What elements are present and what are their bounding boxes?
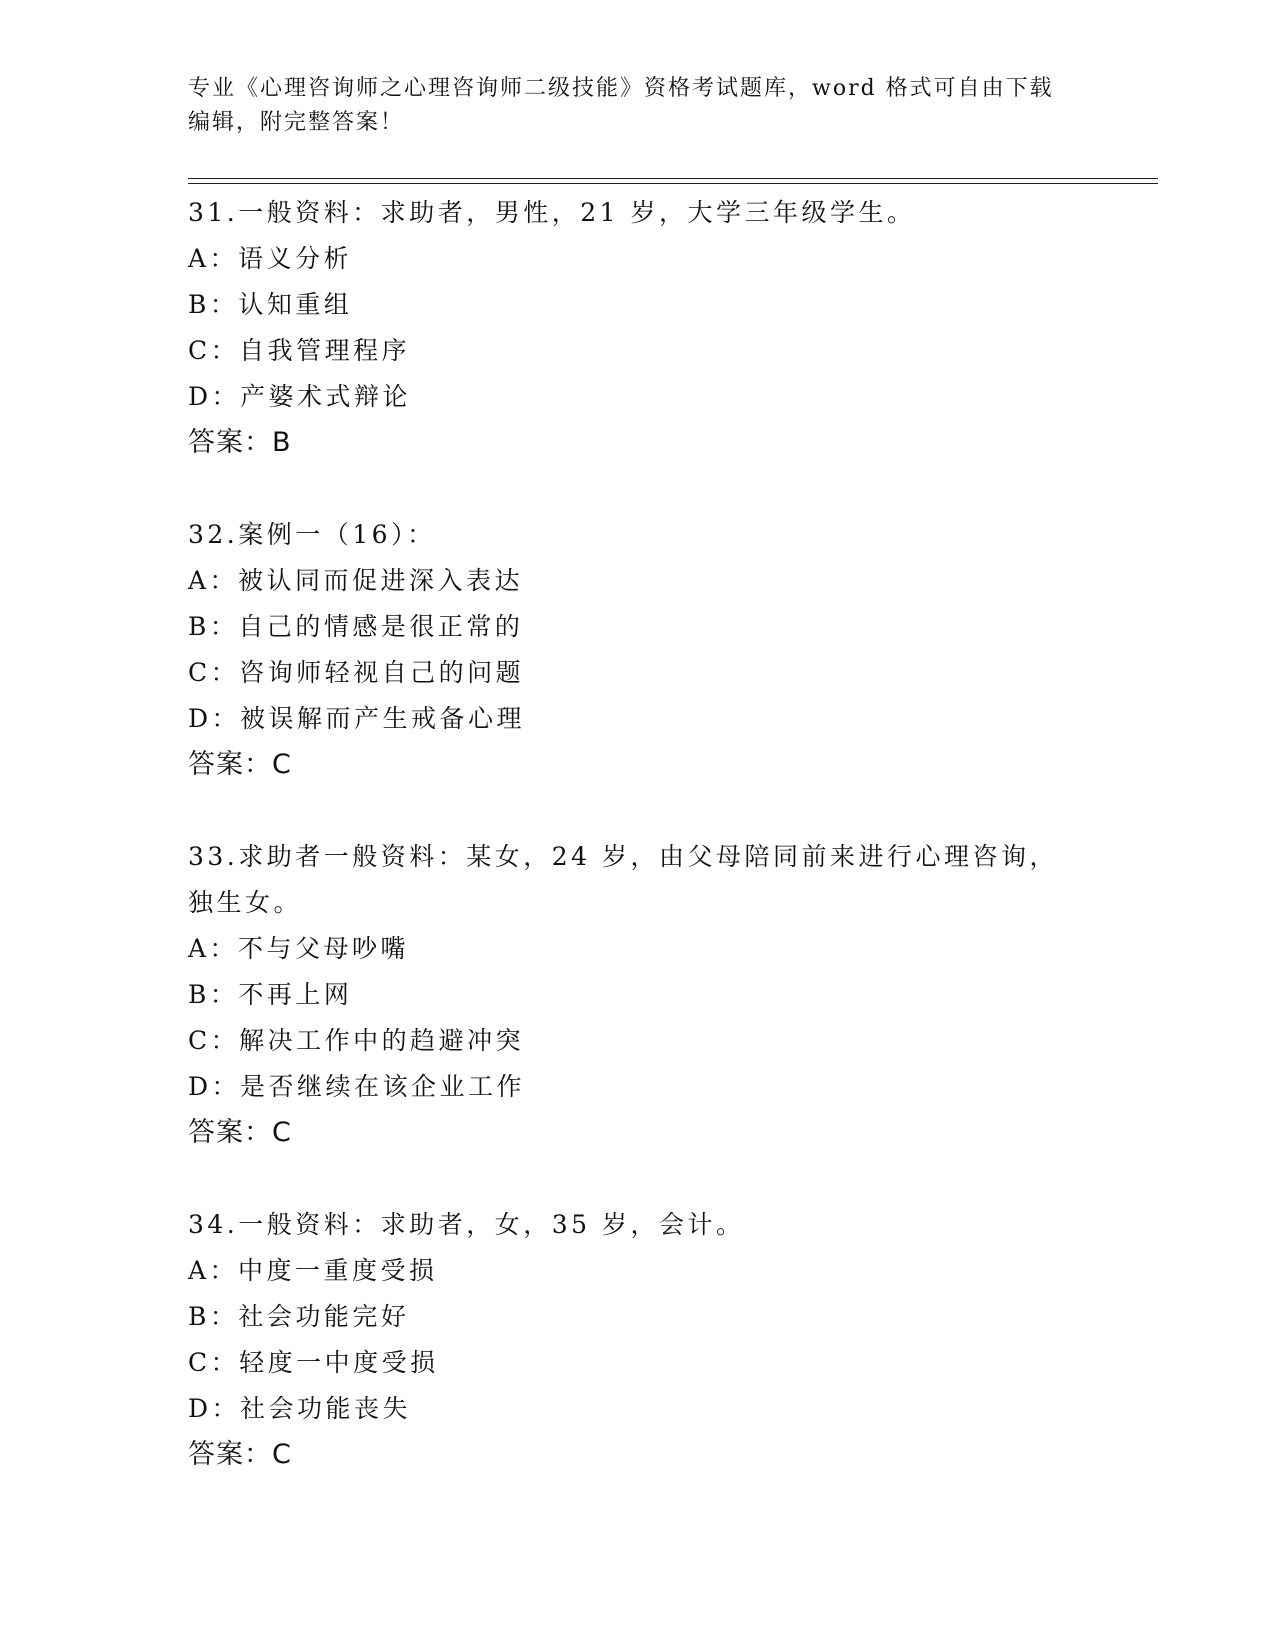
option-d: D：是否继续在该企业工作	[188, 1072, 526, 1101]
option-d: D：社会功能丧失	[188, 1394, 412, 1423]
answer-line: 答案：C	[188, 1439, 292, 1470]
option-b: B：社会功能完好	[188, 1302, 410, 1331]
question-list	[188, 190, 1088, 1524]
header-line-1: 专业《心理咨询师之心理咨询师二级技能》资格考试题库，word 格式可自由下载	[188, 76, 1054, 101]
answer-line: 答案：C	[188, 1117, 292, 1148]
option-b: B：认知重组	[188, 290, 353, 319]
question-34	[188, 1202, 1088, 1478]
header-line-2: 编辑，附完整答案！	[188, 110, 405, 135]
option-c: C：咨询师轻视自己的问题	[188, 658, 525, 687]
document-header	[188, 72, 1088, 140]
answer-line: 答案：C	[188, 749, 292, 780]
option-a: A：被认同而促进深入表达	[188, 566, 524, 595]
option-b: B：自己的情感是很正常的	[188, 612, 524, 641]
option-d: D：被误解而产生戒备心理	[188, 704, 526, 733]
header-divider-bottom	[188, 183, 1158, 184]
question-stem: 34.一般资料：求助者，女，35 岁，会计。	[188, 1210, 745, 1239]
option-b: B：不再上网	[188, 980, 353, 1009]
option-c: C：解决工作中的趋避冲突	[188, 1026, 525, 1055]
question-stem: 32.案例一（16）：	[188, 520, 436, 549]
question-31	[188, 190, 1088, 466]
option-a: A：中度一重度受损	[188, 1256, 438, 1285]
header-divider-top	[188, 178, 1158, 179]
option-c: C：自我管理程序	[188, 336, 411, 365]
question-32	[188, 512, 1088, 788]
option-c: C：轻度一中度受损	[188, 1348, 439, 1377]
question-stem: 33.求助者一般资料：某女，24 岁，由父母陪同前来进行心理咨询，独生女。	[188, 842, 1059, 917]
option-a: A：不与父母吵嘴	[188, 934, 410, 963]
question-stem: 31.一般资料：求助者，男性，21 岁，大学三年级学生。	[188, 198, 916, 227]
option-a: A：语义分析	[188, 244, 353, 273]
option-d: D：产婆术式辩论	[188, 382, 412, 411]
question-33	[188, 834, 1088, 1156]
answer-line: 答案：B	[188, 427, 292, 458]
